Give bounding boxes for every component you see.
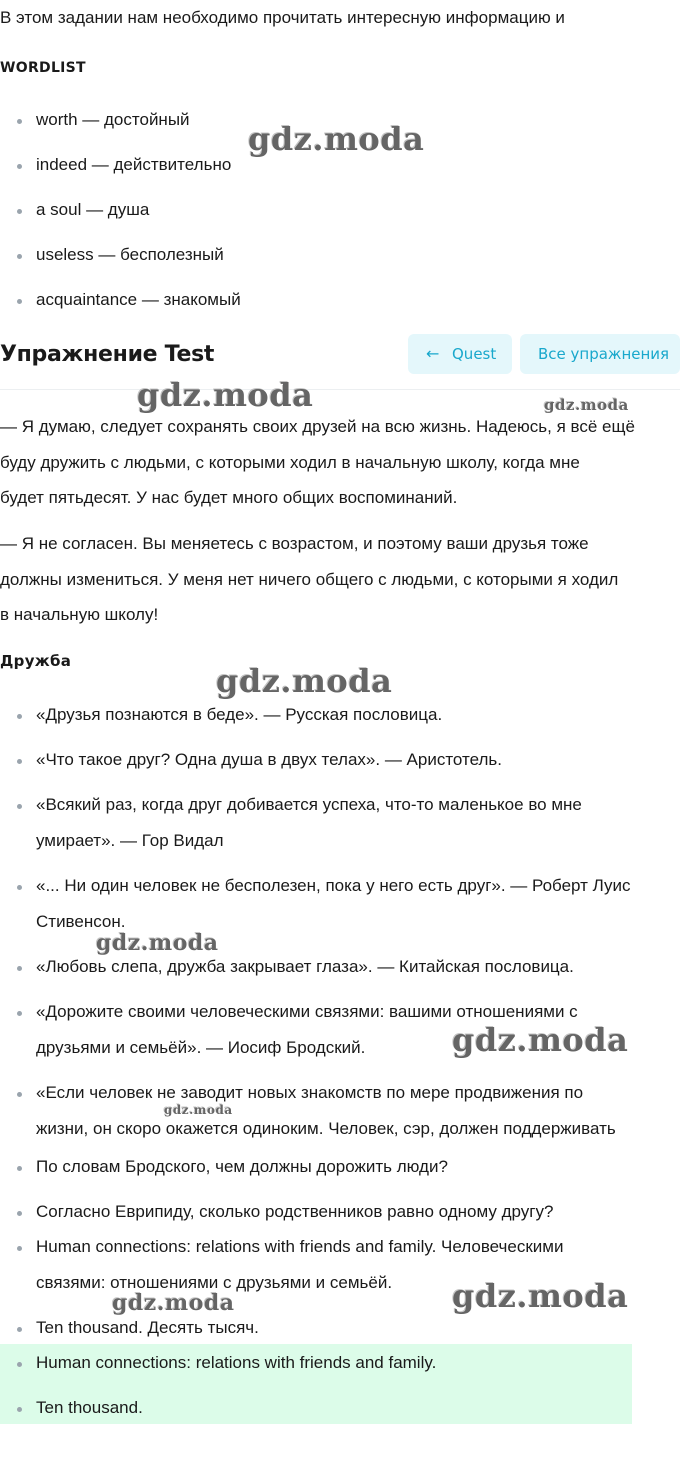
paragraph-line: будет пятьдесят. У нас будет много общих воспоминаний. [0,488,458,507]
paragraph-line: буду дружить с людьми, с которыми ходил в начальную школу, когда мне [0,453,580,472]
paragraph-line: — Я не согласен. Вы меняетесь с возрастом, и поэтому ваши друзья тоже [0,534,589,553]
friendship-heading: Дружба [0,652,72,670]
watermark: gdz.moda [164,1103,233,1117]
watermark: gdz.moda [452,1021,629,1059]
watermark: gdz.moda [544,396,629,414]
watermark: gdz.moda [112,1290,235,1316]
watermark: gdz.moda [137,376,314,414]
quest-button-label: Quest [452,345,497,363]
watermark: gdz.moda [248,120,425,158]
paragraph-line: — Я думаю, следует сохранять своих друзей на всю жизнь. Надеюсь, я всё ещё [0,417,635,436]
watermark: gdz.moda [96,930,219,956]
paragraph-line: должны измениться. У меня нет ничего общего с людьми, с которыми я ходил [0,570,619,589]
page-title: Упражнение Test [0,342,215,367]
all-exercises-label: Все упражнения [538,345,670,363]
all-exercises-button[interactable] [520,334,680,374]
watermark: gdz.moda [216,662,393,700]
watermark: gdz.moda [452,1277,629,1315]
paragraph-line: в начальную школу! [0,605,159,624]
quest-button[interactable] [408,334,512,374]
arrow-left-icon: ← [426,344,440,363]
intro-text: В этом задании нам необходимо прочитать интересную информацию и [0,8,565,27]
wordlist-heading: WORDLIST [0,60,86,76]
